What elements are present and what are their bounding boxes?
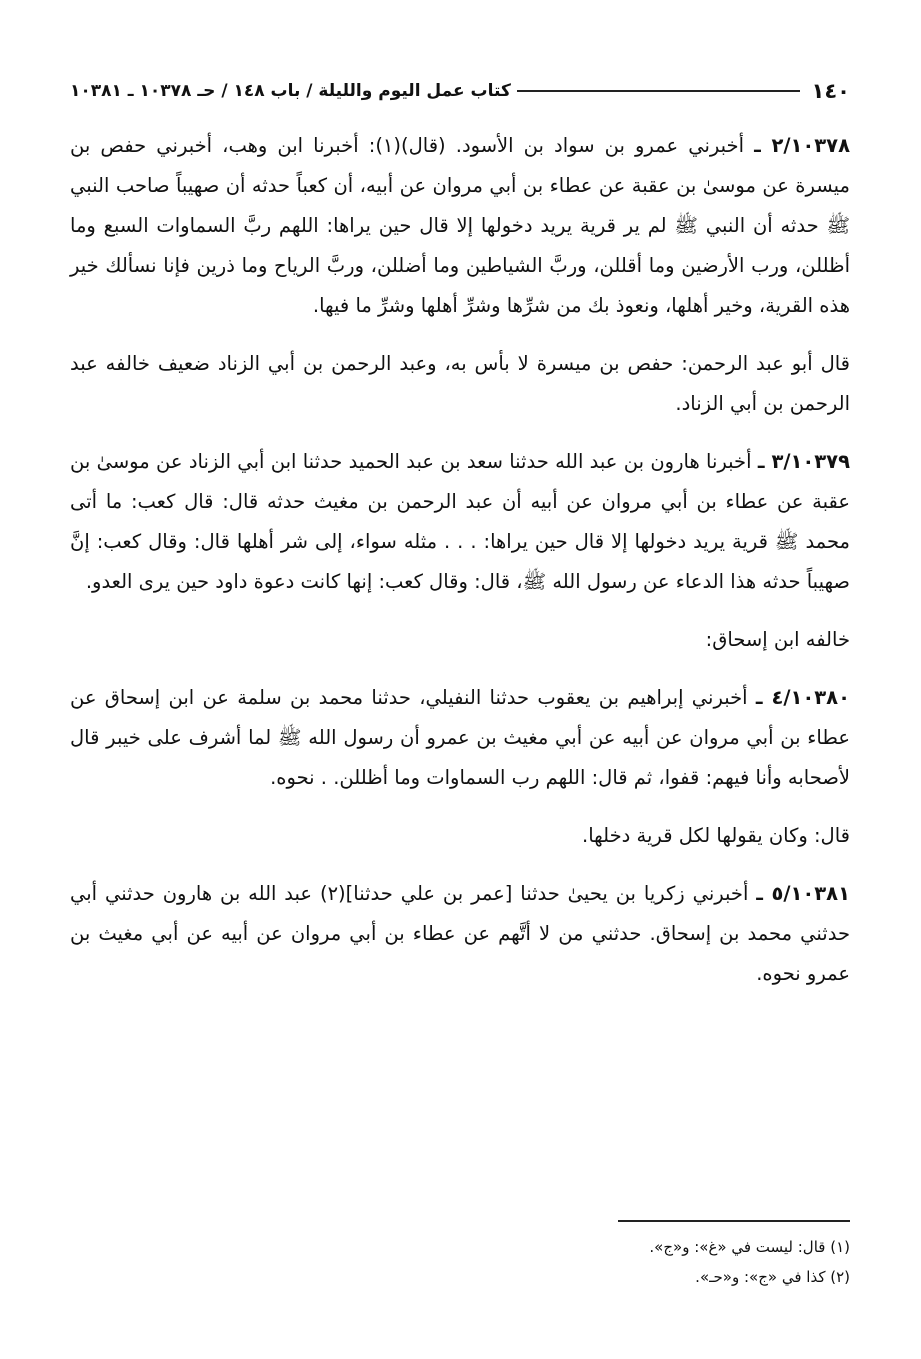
header-rule [517,90,800,92]
running-title: كتاب عمل اليوم والليلة / باب ١٤٨ / حـ ١٠٣٧٨ ـ ١٠٣٨١ [70,81,511,101]
hadith-text: أخبرنا هارون بن عبد الله حدثنا سعد بن عبد الحميد حدثنا ابن أبي الزناد عن موسىٰ بن عقبة عن عطاء بن أبي مروان عن أبيه أن عبد الرحمن بن مغيث حدثه قال: قال كعب: ما أتى محمد ﷺ قرية يريد دخولها إلا قال حين يراها: . . . مثله سواء، إلى شر أهلها قال: وقال كعب: إنَّ صهيباً حدثه هذا الدعاء عن رسول الله ﷺ، قال: وقال كعب: إنها كانت دعوة داود حين يرى العدو. [70,450,850,593]
hadith-paragraph [70,678,850,798]
hadith-text: أخبرني زكريا بن يحيىٰ حدثنا [عمر بن علي حدثنا](٢) عبد الله بن هارون حدثني أبي حدثني محمد بن إسحاق. حدثني من لا أتَّهم عن عطاء بن أبي مروان عن أبيه عن أبي مغيث بن عمرو نحوه. [70,882,850,985]
hadith-number: ٥/١٠٣٨١ ـ [756,882,850,905]
hadith-number: ٣/١٠٣٧٩ ـ [757,450,850,473]
commentary-text: قال أبو عبد الرحمن: حفص بن ميسرة لا بأس به، وعبد الرحمن بن أبي الزناد ضعيف خالفه عبد الرحمن بن أبي الزناد. [70,352,850,415]
commentary-line [70,816,850,856]
commentary-line [70,620,850,660]
footnotes [70,1232,850,1292]
hadith-number: ٢/١٠٣٧٨ ـ [754,134,850,157]
hadith-number: ٤/١٠٣٨٠ ـ [755,686,850,709]
footnote-rule [618,1220,850,1222]
running-header [70,74,850,108]
hadith-paragraph [70,442,850,602]
hadith-text: أخبرني عمرو بن سواد بن الأسود. (قال)(١): أخبرنا ابن وهب، أخبرني حفص بن ميسرة عن موسىٰ بن عقبة عن عطاء بن أبي مروان عن أبيه، أن كعباً حدثه أن صهيباً صاحب النبي ﷺ حدثه أن النبي ﷺ لم ير قرية يريد دخولها إلا قال حين يراها: اللهم ربَّ السماوات السبع وما أظللن، ورب الأرضين وما أقللن، وربَّ الشياطين وما أضللن، وربَّ الرياح وما ذرين فإنا نسألك خير هذه القرية، وخير أهلها، ونعوذ بك من شرِّها وشرِّ أهلها وشرِّ ما فيها. [70,134,850,317]
hadith-paragraph [70,126,850,326]
commentary-paragraph [70,344,850,424]
page-number: ١٤٠ [811,79,850,103]
page-body [70,126,850,1012]
footnote: (٢) كذا في «ج»: و«حـ». [695,1268,850,1286]
commentary-text: قال: وكان يقولها لكل قرية دخلها. [582,824,850,847]
commentary-text: خالفه ابن إسحاق: [705,628,850,651]
footnote: (١) قال: ليست في «غ»: و«ج». [649,1238,850,1256]
hadith-text: أخبرني إبراهيم بن يعقوب حدثنا النفيلي، حدثنا محمد بن سلمة عن ابن إسحاق عن عطاء بن أبي مروان عن أبيه عن أبي مغيث بن عمرو أن رسول الله ﷺ لما أشرف على خيبر قال لأصحابه وأنا فيهم: قفوا، ثم قال: اللهم رب السماوات وما أظللن. . نحوه. [70,686,850,789]
book-page [70,60,850,1330]
hadith-paragraph [70,874,850,994]
